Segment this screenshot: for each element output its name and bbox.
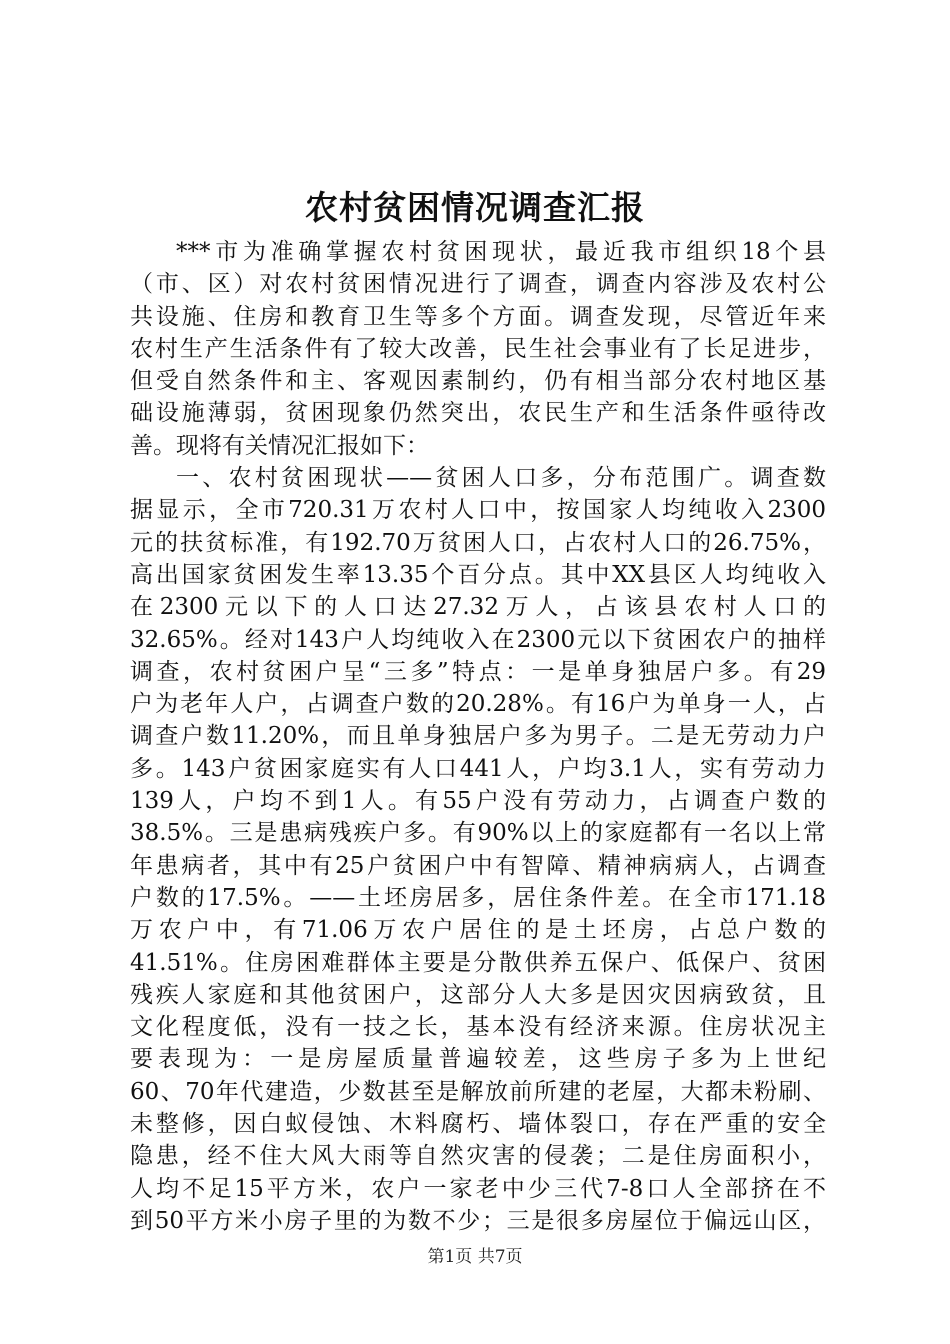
text-line: ***市为准确掌握农村贫困现状，最近我市组织18个县	[176, 239, 826, 265]
text-line: 文化程度低，没有一技之长，基本没有经济来源。住房状况主	[130, 1014, 826, 1041]
text-line: 但受自然条件和主、客观因素制约，仍有相当部分农村地区基	[130, 368, 826, 395]
text-line: 人均不足15平方米，农户一家老中少三代7-8口人全部挤在不	[130, 1175, 826, 1202]
text-line: 60、70年代建造，少数甚至是解放前所建的老屋，大都未粉刷、	[130, 1078, 826, 1105]
text-line: 元的扶贫标准，有192.70万贫困人口，占农村人口的26.75%，	[130, 529, 826, 556]
text-line: 多。143户贫困家庭实有人口441人，户均3.1人，实有劳动力	[130, 755, 826, 782]
text-line: 一、农村贫困现状——贫困人口多，分布范围广。调查数	[176, 465, 826, 492]
text-line: 32.65%。经对143户人均纯收入在2300元以下贫困农户的抽样	[130, 626, 826, 653]
document-title: 农村贫困情况调查汇报	[305, 188, 645, 227]
text-line: 户数的17.5%。——土坯房居多，居住条件差。在全市171.18	[130, 884, 826, 911]
text-line: 在2300元以下的人口达27.32万人，占该县农村人口的	[130, 594, 826, 621]
text-line: 户为老年人户，占调查户数的20.28%。有16户为单身一人，占	[130, 691, 826, 718]
text-line: 年患病者，其中有25户贫困户中有智障、精神病病人，占调查	[130, 852, 826, 879]
text-line: 调查户数11.20%，而且单身独居户多为男子。二是无劳动力户	[130, 723, 826, 750]
text-line: 38.5%。三是患病残疾户多。有90%以上的家庭都有一名以上常	[130, 820, 826, 847]
text-line: 善。现将有关情况汇报如下：	[130, 432, 429, 459]
page-number-footer: 第1页 共7页	[427, 1247, 523, 1267]
text-line: 要表现为：一是房屋质量普遍较差，这些房子多为上世纪	[130, 1046, 826, 1073]
text-line: 残疾人家庭和其他贫困户，这部分人大多是因灾因病致贫，且	[130, 981, 826, 1008]
text-line: 139人，户均不到1人。有55户没有劳动力，占调查户数的	[130, 788, 826, 815]
text-line: （市、区）对农村贫困情况进行了调查，调查内容涉及农村公	[130, 271, 826, 298]
document-body	[130, 236, 826, 1237]
text-line: 隐患，经不住大风大雨等自然灾害的侵袭；二是住房面积小，	[130, 1143, 826, 1170]
text-line: 调查，农村贫困户呈“三多”特点：一是单身独居户多。有29	[130, 658, 826, 685]
text-line: 未整修，因白蚁侵蚀、木料腐朽、墙体裂口，存在严重的安全	[130, 1111, 826, 1138]
text-line: 共设施、住房和教育卫生等多个方面。调查发现，尽管近年来	[130, 303, 826, 330]
text-line: 到50平方米小房子里的为数不少；三是很多房屋位于偏远山区，	[130, 1207, 826, 1234]
text-line: 础设施薄弱，贫困现象仍然突出，农民生产和生活条件亟待改	[130, 400, 826, 427]
text-line: 万农户中，有71.06万农户居住的是土坯房，占总户数的	[130, 917, 826, 944]
text-line: 据显示，全市720.31万农村人口中，按国家人均纯收入2300	[130, 497, 826, 524]
text-line: 农村生产生活条件有了较大改善，民生社会事业有了长足进步，	[130, 335, 826, 362]
text-line: 41.51%。住房困难群体主要是分散供养五保户、低保户、贫困	[130, 949, 826, 976]
text-line: 高出国家贫困发生率13.35个百分点。其中XX县区人均纯收入	[130, 561, 826, 588]
